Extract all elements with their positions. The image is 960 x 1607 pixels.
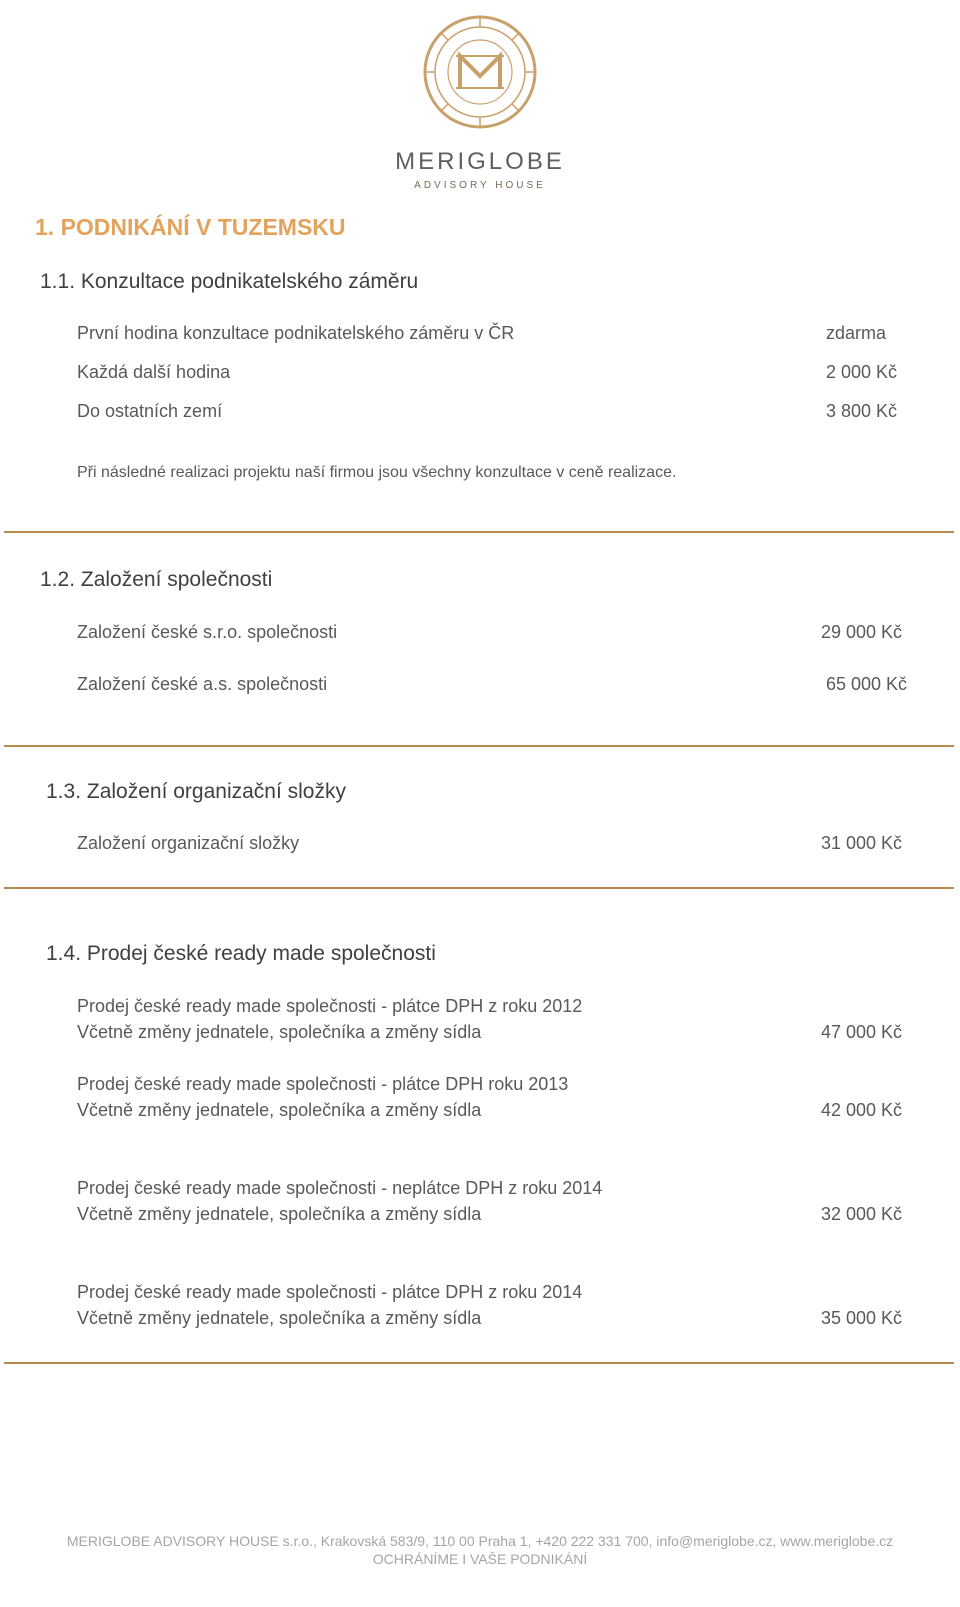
- item-price: 35 000 Kč: [821, 1308, 903, 1328]
- item-price: zdarma: [826, 323, 887, 343]
- page-heading: 1. PODNIKÁNÍ V TUZEMSKU: [35, 214, 346, 240]
- section-title-1-2: 1.2. Založení společnosti: [40, 568, 273, 591]
- footer-slogan: OCHRÁNÍME I VAŠE PODNIKÁNÍ: [372, 1551, 588, 1567]
- divider: [4, 1362, 954, 1364]
- item-price: 47 000 Kč: [821, 1022, 903, 1042]
- footer-contact: MERIGLOBE ADVISORY HOUSE s.r.o., Krakovská 583/9, 110 00 Praha 1, +420 222 331 700, info@meriglobe.cz, www.meriglobe.cz: [66, 1533, 894, 1549]
- item-detail: Včetně změny jednatele, společníka a změny sídla: [77, 1308, 482, 1328]
- item-price: 65 000 Kč: [826, 674, 908, 694]
- item-detail: Včetně změny jednatele, společníka a změny sídla: [77, 1204, 482, 1224]
- meriglobe-logo: [390, 14, 570, 130]
- item-label: Prodej české ready made společnosti - plátce DPH z roku 2014: [77, 1282, 583, 1302]
- item-price: 3 800 Kč: [826, 401, 898, 421]
- section-title-1-4: 1.4. Prodej české ready made společnosti: [46, 942, 436, 965]
- section-note: Při následné realizaci projektu naší firmou jsou všechny konzultace v ceně realizace.: [77, 464, 677, 481]
- item-label: První hodina konzultace podnikatelského záměru v ČR: [77, 323, 515, 343]
- item-detail: Včetně změny jednatele, společníka a změny sídla: [77, 1100, 482, 1120]
- item-label: Každá další hodina: [77, 362, 231, 382]
- section-title-1-3: 1.3. Založení organizační složky: [46, 780, 346, 803]
- brand-name: MERIGLOBE: [395, 148, 565, 175]
- item-price: 32 000 Kč: [821, 1204, 903, 1224]
- divider: [4, 745, 954, 747]
- section-title-1-1: 1.1. Konzultace podnikatelského záměru: [40, 270, 419, 293]
- item-label: Založení české a.s. společnosti: [77, 674, 328, 694]
- item-label: Založení organizační složky: [77, 833, 300, 853]
- item-detail: Včetně změny jednatele, společníka a změny sídla: [77, 1022, 482, 1042]
- item-price: 31 000 Kč: [821, 833, 903, 853]
- item-label: Prodej české ready made společnosti - plátce DPH z roku 2012: [77, 996, 583, 1016]
- item-price: 42 000 Kč: [821, 1100, 903, 1120]
- item-label: Založení české s.r.o. společnosti: [77, 622, 338, 642]
- item-label: Prodej české ready made společnosti - plátce DPH roku 2013: [77, 1074, 569, 1094]
- item-price: 29 000 Kč: [821, 622, 903, 642]
- item-label: Prodej české ready made společnosti - neplátce DPH z roku 2014: [77, 1178, 603, 1198]
- item-label: Do ostatních zemí: [77, 401, 223, 421]
- divider: [4, 887, 954, 889]
- logo-emblem-icon: [422, 14, 538, 130]
- brand-tagline: ADVISORY HOUSE: [414, 180, 546, 191]
- divider: [4, 531, 954, 533]
- item-price: 2 000 Kč: [826, 362, 898, 382]
